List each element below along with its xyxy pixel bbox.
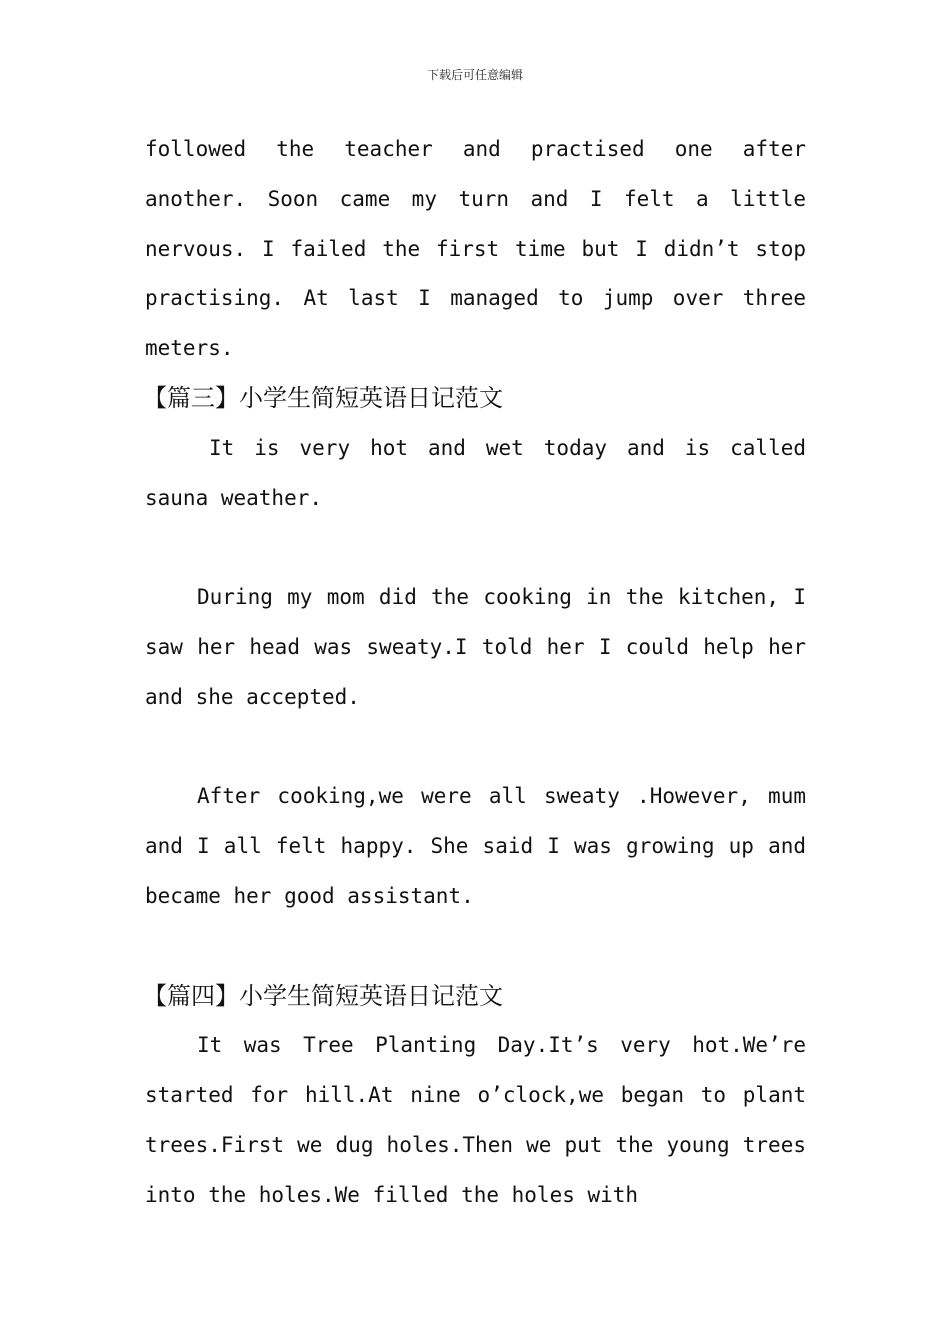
section-3-paragraph-1: It is very hot and wet today and is called sauna weather. <box>145 435 806 510</box>
paragraph-gap <box>145 523 806 573</box>
paragraph-gap <box>145 723 806 773</box>
document-body <box>145 125 806 1221</box>
section-3-title: 【篇三】小学生简短英语日记范文 <box>143 383 503 412</box>
section-4-title: 【篇四】小学生简短英语日记范文 <box>143 981 503 1010</box>
section-3-paragraph-3: After cooking,we were all sweaty .However, mum and I all felt happy. She said I was growing up and became her good assistant. <box>145 784 806 908</box>
section-4-paragraph-1: It was Tree Planting Day.It’s very hot.We’re started for hill.At nine o’clock,we began to plant trees.First we dug holes.Then we put the young trees into the holes.We filled the holes with <box>145 1033 806 1207</box>
paragraph-gap <box>145 922 806 972</box>
page-header: 下载后可任意编辑 <box>426 68 523 82</box>
section-3-paragraph-2: During my mom did the cooking in the kitchen, I saw her head was sweaty.I told her I could help her and she accepted. <box>145 585 806 709</box>
intro-paragraph: followed the teacher and practised one after another. Soon came my turn and I felt a little nervous. I failed the first time but I didn’t stop practising. At last I managed to jump over three meters. <box>145 137 806 361</box>
